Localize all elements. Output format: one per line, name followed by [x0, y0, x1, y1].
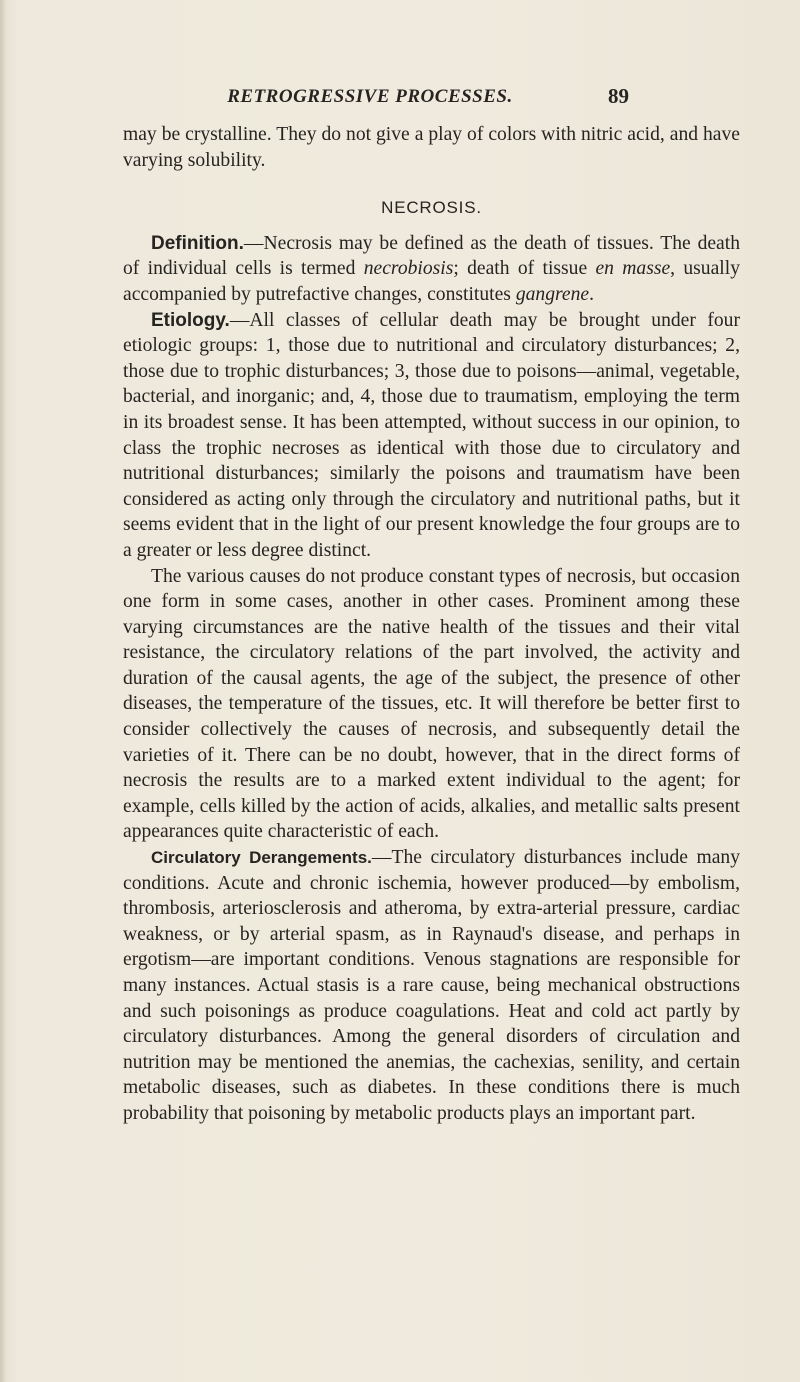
- page-number: 89: [608, 84, 629, 108]
- etiology-paragraph: [123, 308, 740, 564]
- definition-label: Definition.: [151, 232, 244, 254]
- definition-text-3: , usually accompanied by putrefactive changes, constitutes: [123, 258, 740, 305]
- circulatory-paragraph: [123, 845, 740, 1127]
- term-necrobiosis: necrobiosis: [363, 258, 454, 280]
- intro-paragraph: may be crystalline. They do not give a play of colors with nitric acid, and have varying solubility.: [123, 124, 740, 171]
- term-en-masse: en masse: [595, 258, 671, 280]
- running-head: RETROGRESSIVE PROCESSES.: [227, 86, 513, 107]
- term-gangrene: gangrene: [515, 283, 590, 305]
- section-heading-necrosis: NECROSIS.: [381, 198, 482, 218]
- definition-text-2: ; death of tissue: [453, 258, 596, 280]
- definition-paragraph: [123, 231, 740, 308]
- etiology-text: —All classes of cellular death may be brought under four etiologic groups: 1, those due to nutritional and circulatory disturbances; 2, those due to trophic disturbances; 3, those due to poisons—animal, vegetable, bacterial, and inorganic; and, 4, those due to traumatism, employing the term in its broadest sense. It has been attempted, without success in our opinion, to class the trophic necroses as identical with those due to circulatory and nutritional disturbances; similarly the poisons and traumatism have been considered as acting only through the circulatory and nutritional paths, but it seems evident that in the light of our present knowledge the four groups are to a greater or less degree distinct.: [123, 309, 740, 561]
- circulatory-label: Circulatory Derangements.: [151, 848, 372, 868]
- etiology-label: Etiology.: [151, 309, 230, 331]
- definition-text-1: —Necrosis may be defined as the death of tissues. The death of individual cells is termed: [123, 232, 740, 280]
- circulatory-text: —The circulatory disturbances include many conditions. Acute and chronic ischemia, however produced—by embolism, thrombosis, arteriosclerosis and atheroma, by extra-arterial pressure, cardiac weakness, or by arterial spasm, as in Raynaud's disease, and perhaps in ergotism—are important conditions. Venous stagnations are responsible for many instances. Actual stasis is a rare cause, being mechanical obstructions and such poisonings as produce coagulations. Heat and cold act partly by circulatory disturbances. Among the general disorders of circulation and nutrition may be mentioned the anemias, the cachexias, senility, and certain metabolic diseases, such as diabetes. In these conditions there is much probability that poisoning by metabolic products plays an important part.: [123, 847, 740, 1124]
- definition-text-4: .: [589, 283, 595, 305]
- body-text: [123, 122, 740, 1127]
- causes-paragraph: The various causes do not produce constant types of necrosis, but occasion one form in some cases, another in other cases. Prominent among these varying circumstances are the native health of the tissues and their vital resistance, the circulatory relations of the part involved, the activity and duration of the causal agents, the age of the subject, the presence of other diseases, the temperature of the tissues, etc. It will therefore be better first to consider collectively the causes of necrosis, and subsequently detail the varieties of it. There can be no doubt, however, that in the direct forms of necrosis the results are to a marked extent individual to the agent; for example, cells killed by the action of acids, alkalies, and metallic salts present appearances quite characteristic of each.: [123, 565, 740, 843]
